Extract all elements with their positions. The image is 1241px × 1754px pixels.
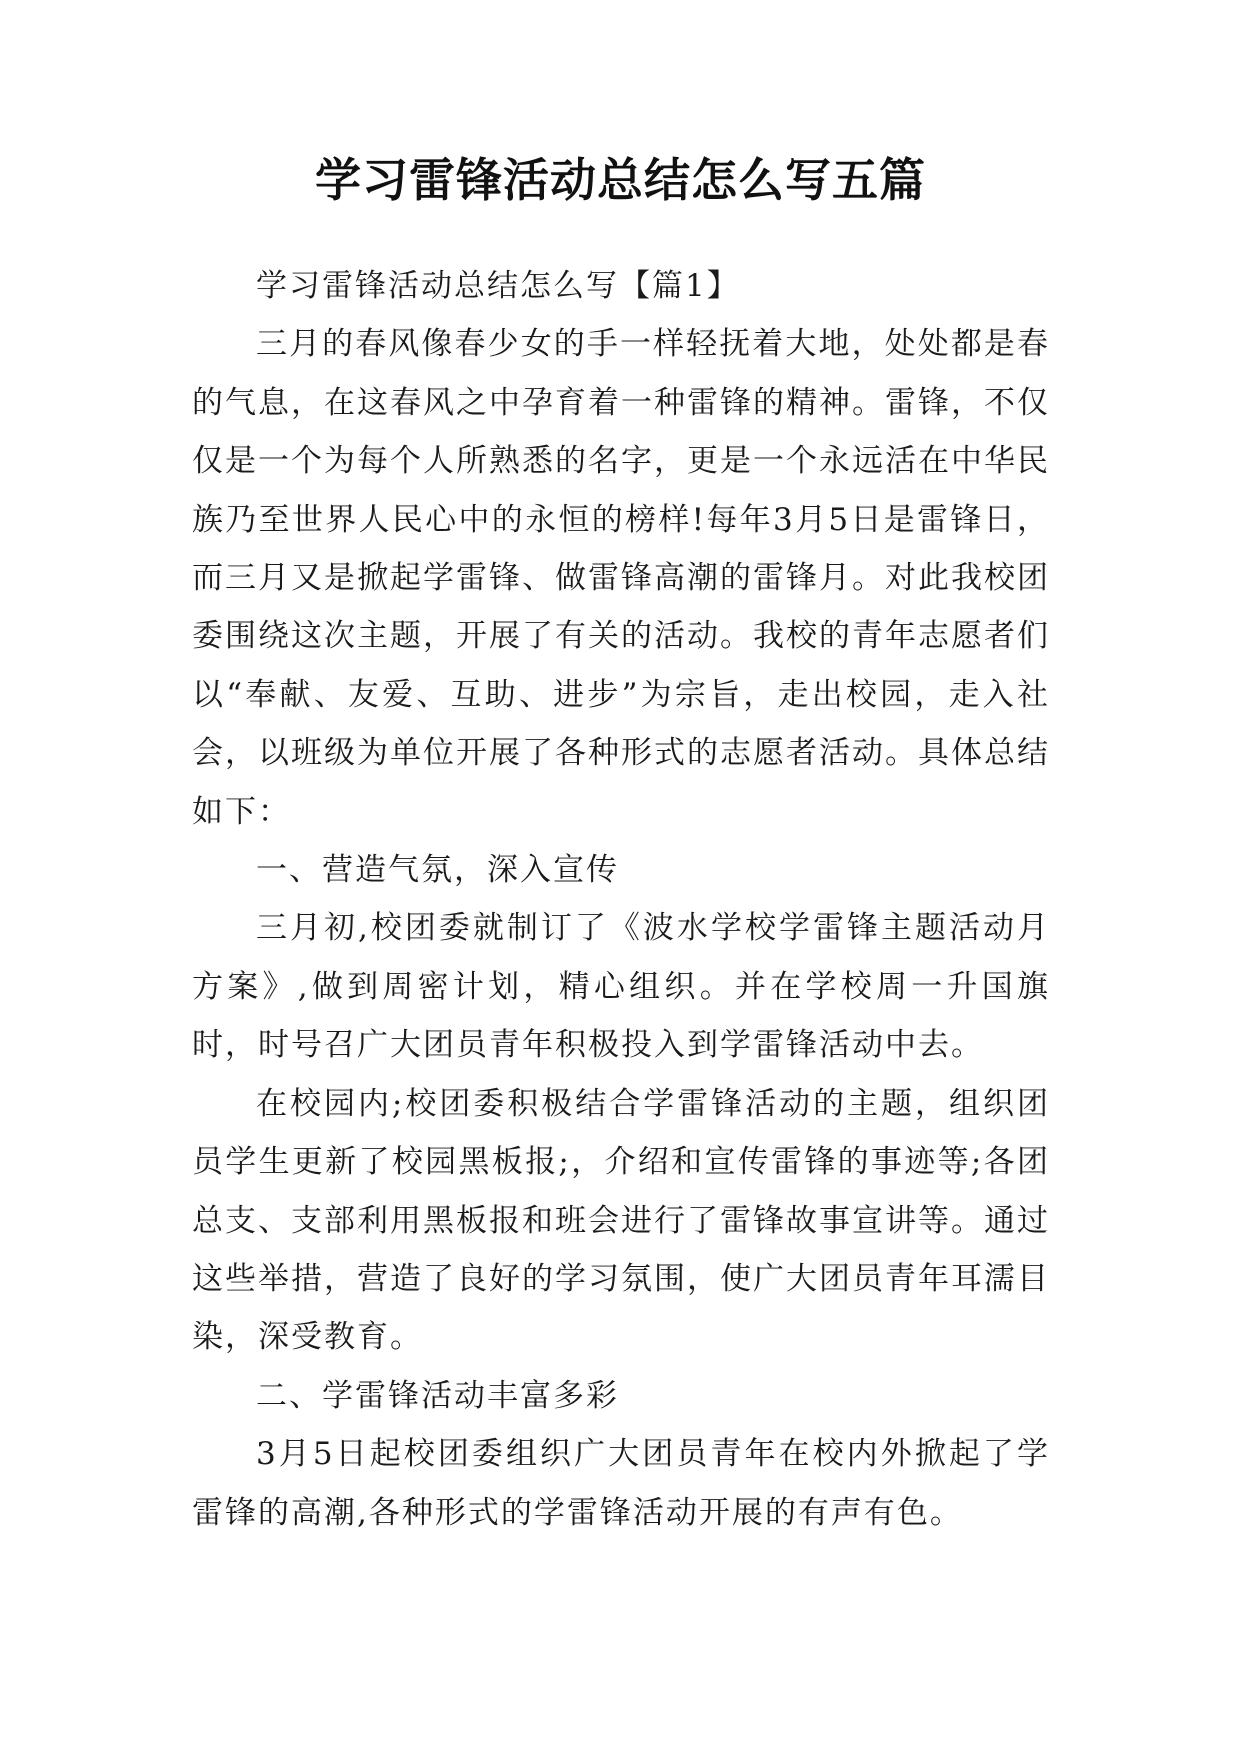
subheading-atmosphere: 一、营造气氛，深入宣传: [256, 852, 619, 889]
subheading-activities: 二、学雷锋活动丰富多彩: [256, 1377, 619, 1414]
section-heading-part-1: 学习雷锋活动总结怎么写【篇1】: [256, 268, 740, 304]
paragraph-plan: 三月初,校团委就制订了《波水学校学雷锋主题活动月方案》,做到周密计划，精心组织。并在学校周一升国旗时，时号召广大团员青年积极投入到学雷锋活动中去。: [192, 910, 1050, 1064]
document-body: [192, 257, 1050, 1542]
paragraph-march-fifth: 3月5日起校团委组织广大团员青年在校内外掀起了学雷锋的高潮,各种形式的学雷锋活动开展的有声有色。: [192, 1436, 1050, 1531]
document-title: 学习雷锋活动总结怎么写五篇: [315, 153, 926, 207]
paragraph-campus: 在校园内;校团委积极结合学雷锋活动的主题，组织团员学生更新了校园黑板报;，介绍和宣传雷锋的事迹等;各团总支、支部利用黑板报和班会进行了雷锋故事宣讲等。通过这些举措，营造了良好的学习氛围，使广大团员青年耳濡目染，深受教育。: [192, 1085, 1050, 1356]
paragraph-intro: 三月的春风像春少女的手一样轻抚着大地，处处都是春的气息，在这春风之中孕育着一种雷锋的精神。雷锋，不仅仅是一个为每个人所熟悉的名字，更是一个永远活在中华民族乃至世界人民心中的永恒的榜样!每年3月5日是雷锋日，而三月又是掀起学雷锋、做雷锋高潮的雷锋月。对此我校团委围绕这次主题，开展了有关的活动。我校的青年志愿者们以“奉献、友爱、互助、进步”为宗旨，走出校园，走入社会，以班级为单位开展了各种形式的志愿者活动。具体总结如下：: [192, 326, 1050, 830]
